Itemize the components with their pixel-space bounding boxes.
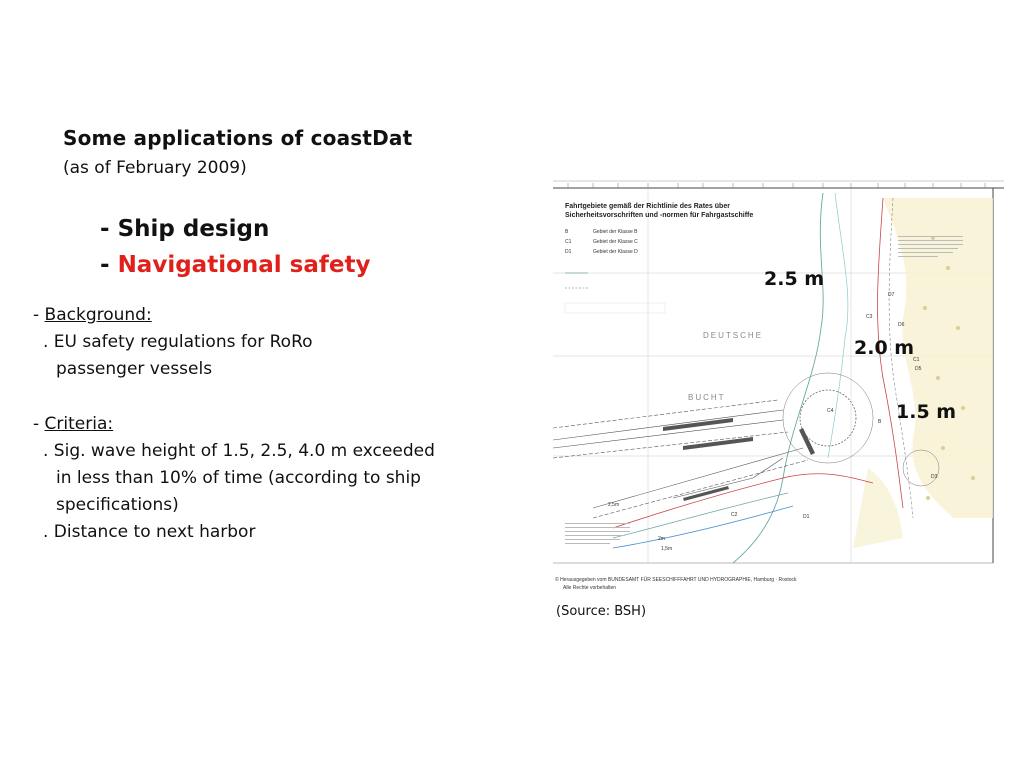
bullet-text-highlight: Navigational safety — [117, 252, 371, 278]
navigation-area-map — [553, 178, 1004, 598]
svg-text:D6: D6 — [898, 322, 905, 328]
svg-text:Gebiet der Klasse C: Gebiet der Klasse C — [593, 239, 638, 245]
map-title-line: Sicherheitsvorschriften und -normen für Fahrgastschiffe — [565, 212, 754, 219]
svg-text:C3: C3 — [866, 314, 873, 320]
criteria-section — [33, 411, 435, 546]
map-graphic — [553, 178, 1004, 598]
annotation-2-0m: 2.0 m — [854, 337, 915, 359]
criteria-line: . Sig. wave height of 1.5, 2.5, 4.0 m exceeded — [43, 441, 435, 461]
map-depth-label: 2,5m — [608, 502, 620, 508]
map-depth-label: 2m — [658, 536, 665, 542]
bullet-dash: - — [100, 216, 118, 242]
map-footer-rights: Alle Rechte vorbehalten — [563, 585, 617, 591]
svg-text:D5: D5 — [915, 366, 922, 372]
svg-text:D1: D1 — [565, 249, 572, 255]
bullet-dash: - — [100, 252, 118, 278]
slide-title: Some applications of coastDat — [63, 126, 413, 150]
svg-text:C4: C4 — [827, 408, 834, 414]
criteria-line: specifications) — [56, 495, 179, 515]
bullet-ship-design — [100, 216, 269, 242]
source-caption: (Source: BSH) — [556, 604, 647, 619]
svg-text:Gebiet der Klasse D: Gebiet der Klasse D — [593, 249, 638, 255]
background-heading: - Background: — [33, 305, 152, 325]
background-line: passenger vessels — [56, 359, 213, 379]
svg-text:C2: C2 — [731, 512, 738, 518]
svg-text:D7: D7 — [888, 292, 895, 298]
map-label-bucht: BUCHT — [688, 393, 726, 402]
background-section — [33, 302, 313, 383]
criteria-heading: - Criteria: — [33, 414, 114, 434]
svg-text:C1: C1 — [565, 239, 572, 245]
svg-text:D1: D1 — [803, 514, 810, 520]
map-title-line: Fahrtgebiete gemäß der Richtlinie des Rates über — [565, 203, 730, 210]
svg-text:B: B — [565, 229, 569, 235]
svg-text:Gebiet der Klasse B: Gebiet der Klasse B — [593, 229, 638, 235]
svg-text:B: B — [878, 419, 882, 425]
svg-text:D3: D3 — [931, 474, 938, 480]
annotation-2-5m: 2.5 m — [764, 268, 825, 290]
criteria-line: . Distance to next harbor — [43, 522, 256, 542]
background-line: . EU safety regulations for RoRo — [43, 332, 313, 352]
svg-text:C1: C1 — [913, 357, 920, 363]
map-footer-credit: © Herausgegeben vom BUNDESAMT FÜR SEESCHIFFFAHRT UND HYDROGRAPHIE, Hamburg · Rostock — [555, 577, 797, 583]
slide-subtitle: (as of February 2009) — [63, 158, 247, 178]
bullet-navigational-safety — [100, 252, 370, 278]
criteria-line: in less than 10% of time (according to ship — [56, 468, 421, 488]
map-label-deutsche: DEUTSCHE — [703, 331, 764, 340]
annotation-1-5m: 1.5 m — [896, 401, 957, 423]
bullet-text: Ship design — [117, 216, 270, 242]
map-depth-label: 1,5m — [661, 546, 673, 552]
